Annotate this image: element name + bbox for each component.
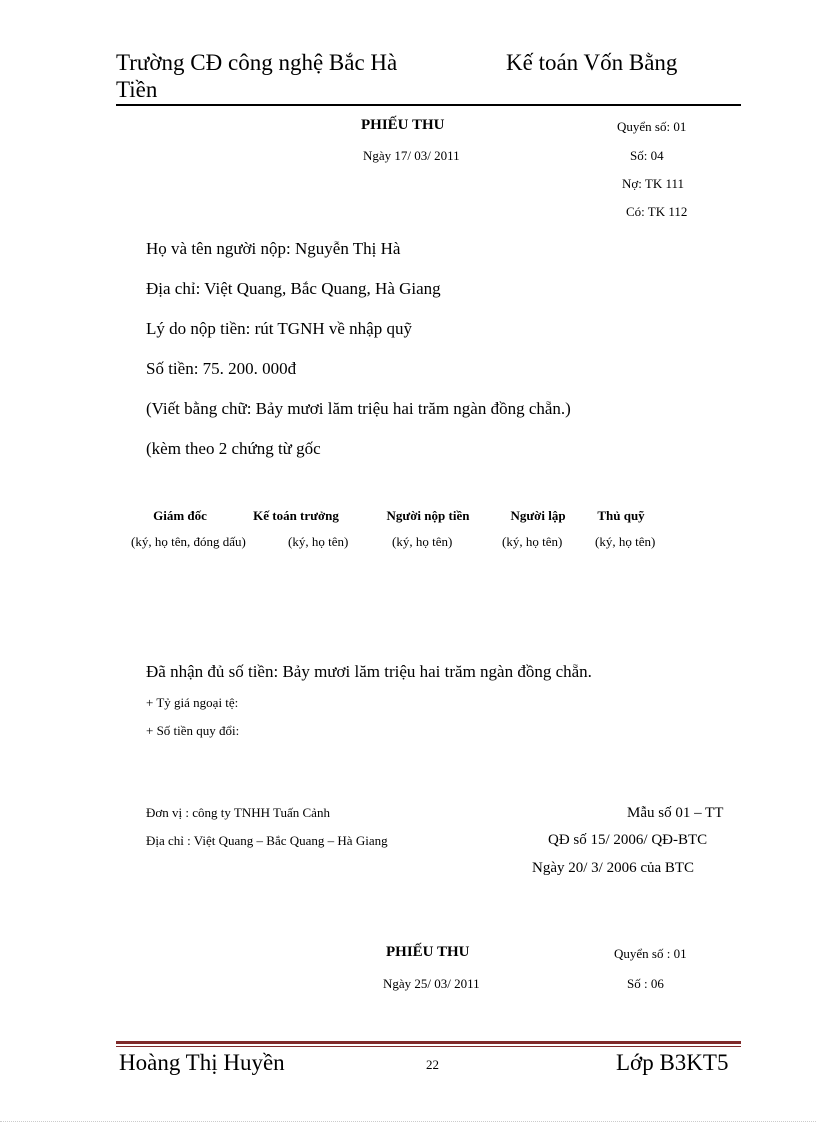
attachments-note: (kèm theo 2 chứng từ gốc: [146, 439, 321, 458]
page-number: 22: [426, 1057, 439, 1072]
signature-role: Người nộp tiền: [386, 508, 470, 523]
footer-rule: [116, 1041, 741, 1044]
receipt-debit: Nợ: TK 111: [622, 176, 685, 191]
header-subject: Kế toán Vốn Bằng: [506, 50, 678, 75]
payer-name: Họ và tên người nộp: Nguyễn Thị Hà: [146, 239, 401, 258]
receipt-credit: Có: TK 112: [626, 204, 688, 219]
receipt-number: Số: 04: [630, 148, 664, 163]
receipt-date: Ngày 17/ 03/ 2011: [363, 148, 460, 163]
signature-chief-accountant: [232, 508, 360, 524]
signature-note-chief-accountant: (ký, họ tên): [288, 534, 349, 549]
signature-director: [130, 508, 230, 524]
signature-cashier: [584, 508, 658, 524]
footer-class: Lớp B3KT5: [616, 1050, 729, 1075]
signature-role: Thủ quỹ: [597, 508, 645, 523]
header-rule: [116, 104, 741, 106]
unit-name: Đơn vị : công ty TNHH Tuấn Cảnh: [146, 805, 330, 820]
received-amount: Đã nhận đủ số tiền: Bảy mươi lăm triệu hai trăm ngàn đồng chẵn.: [146, 662, 592, 681]
signature-preparer: [496, 508, 580, 524]
header-school: Trường CĐ công nghệ Bắc Hà: [116, 50, 398, 75]
payment-amount: Số tiền: 75. 200. 000đ: [146, 359, 297, 378]
signature-payer: [370, 508, 486, 524]
signature-note-cashier: (ký, họ tên): [595, 534, 656, 549]
header-school-continued: Tiền: [116, 77, 158, 102]
signature-role: Giám đốc: [153, 508, 207, 523]
signature-note-preparer: (ký, họ tên): [502, 534, 563, 549]
amount-in-words: (Viết bằng chữ: Bảy mươi lăm triệu hai trăm ngàn đồng chẵn.): [146, 399, 571, 418]
decision-date: Ngày 20/ 3/ 2006 của BTC: [532, 860, 695, 876]
receipt-title: PHIẾU THU: [361, 117, 445, 133]
signature-role: Kế toán trưởng: [253, 508, 339, 523]
footer-rule-thin: [116, 1046, 741, 1047]
payment-reason: Lý do nộp tiền: rút TGNH về nhập quỹ: [146, 319, 412, 338]
receipt-book-no: Quyển số: 01: [617, 119, 687, 134]
signature-note-payer: (ký, họ tên): [392, 534, 453, 549]
payer-address: Địa chỉ: Việt Quang, Bắc Quang, Hà Giang: [146, 279, 441, 298]
receipt2-title: PHIẾU THU: [386, 944, 470, 960]
fx-rate: + Tỷ giá ngoại tệ:: [146, 695, 239, 710]
form-number: Mẫu số 01 – TT: [627, 805, 724, 821]
unit-address: Địa chỉ : Việt Quang – Bắc Quang – Hà Giang: [146, 833, 388, 848]
receipt2-book-no: Quyển số : 01: [614, 946, 687, 961]
page-bottom-edge: [0, 1121, 816, 1122]
receipt2-date: Ngày 25/ 03/ 2011: [383, 976, 480, 991]
decision-number: QĐ số 15/ 2006/ QĐ-BTC: [548, 832, 708, 848]
converted-amount: + Số tiền quy đổi:: [146, 723, 240, 738]
signature-note-director: (ký, họ tên, đóng dấu): [131, 534, 246, 549]
footer-author: Hoàng Thị Huyền: [119, 1050, 285, 1075]
signature-role: Người lập: [510, 508, 566, 523]
receipt2-number: Số : 06: [627, 976, 664, 991]
